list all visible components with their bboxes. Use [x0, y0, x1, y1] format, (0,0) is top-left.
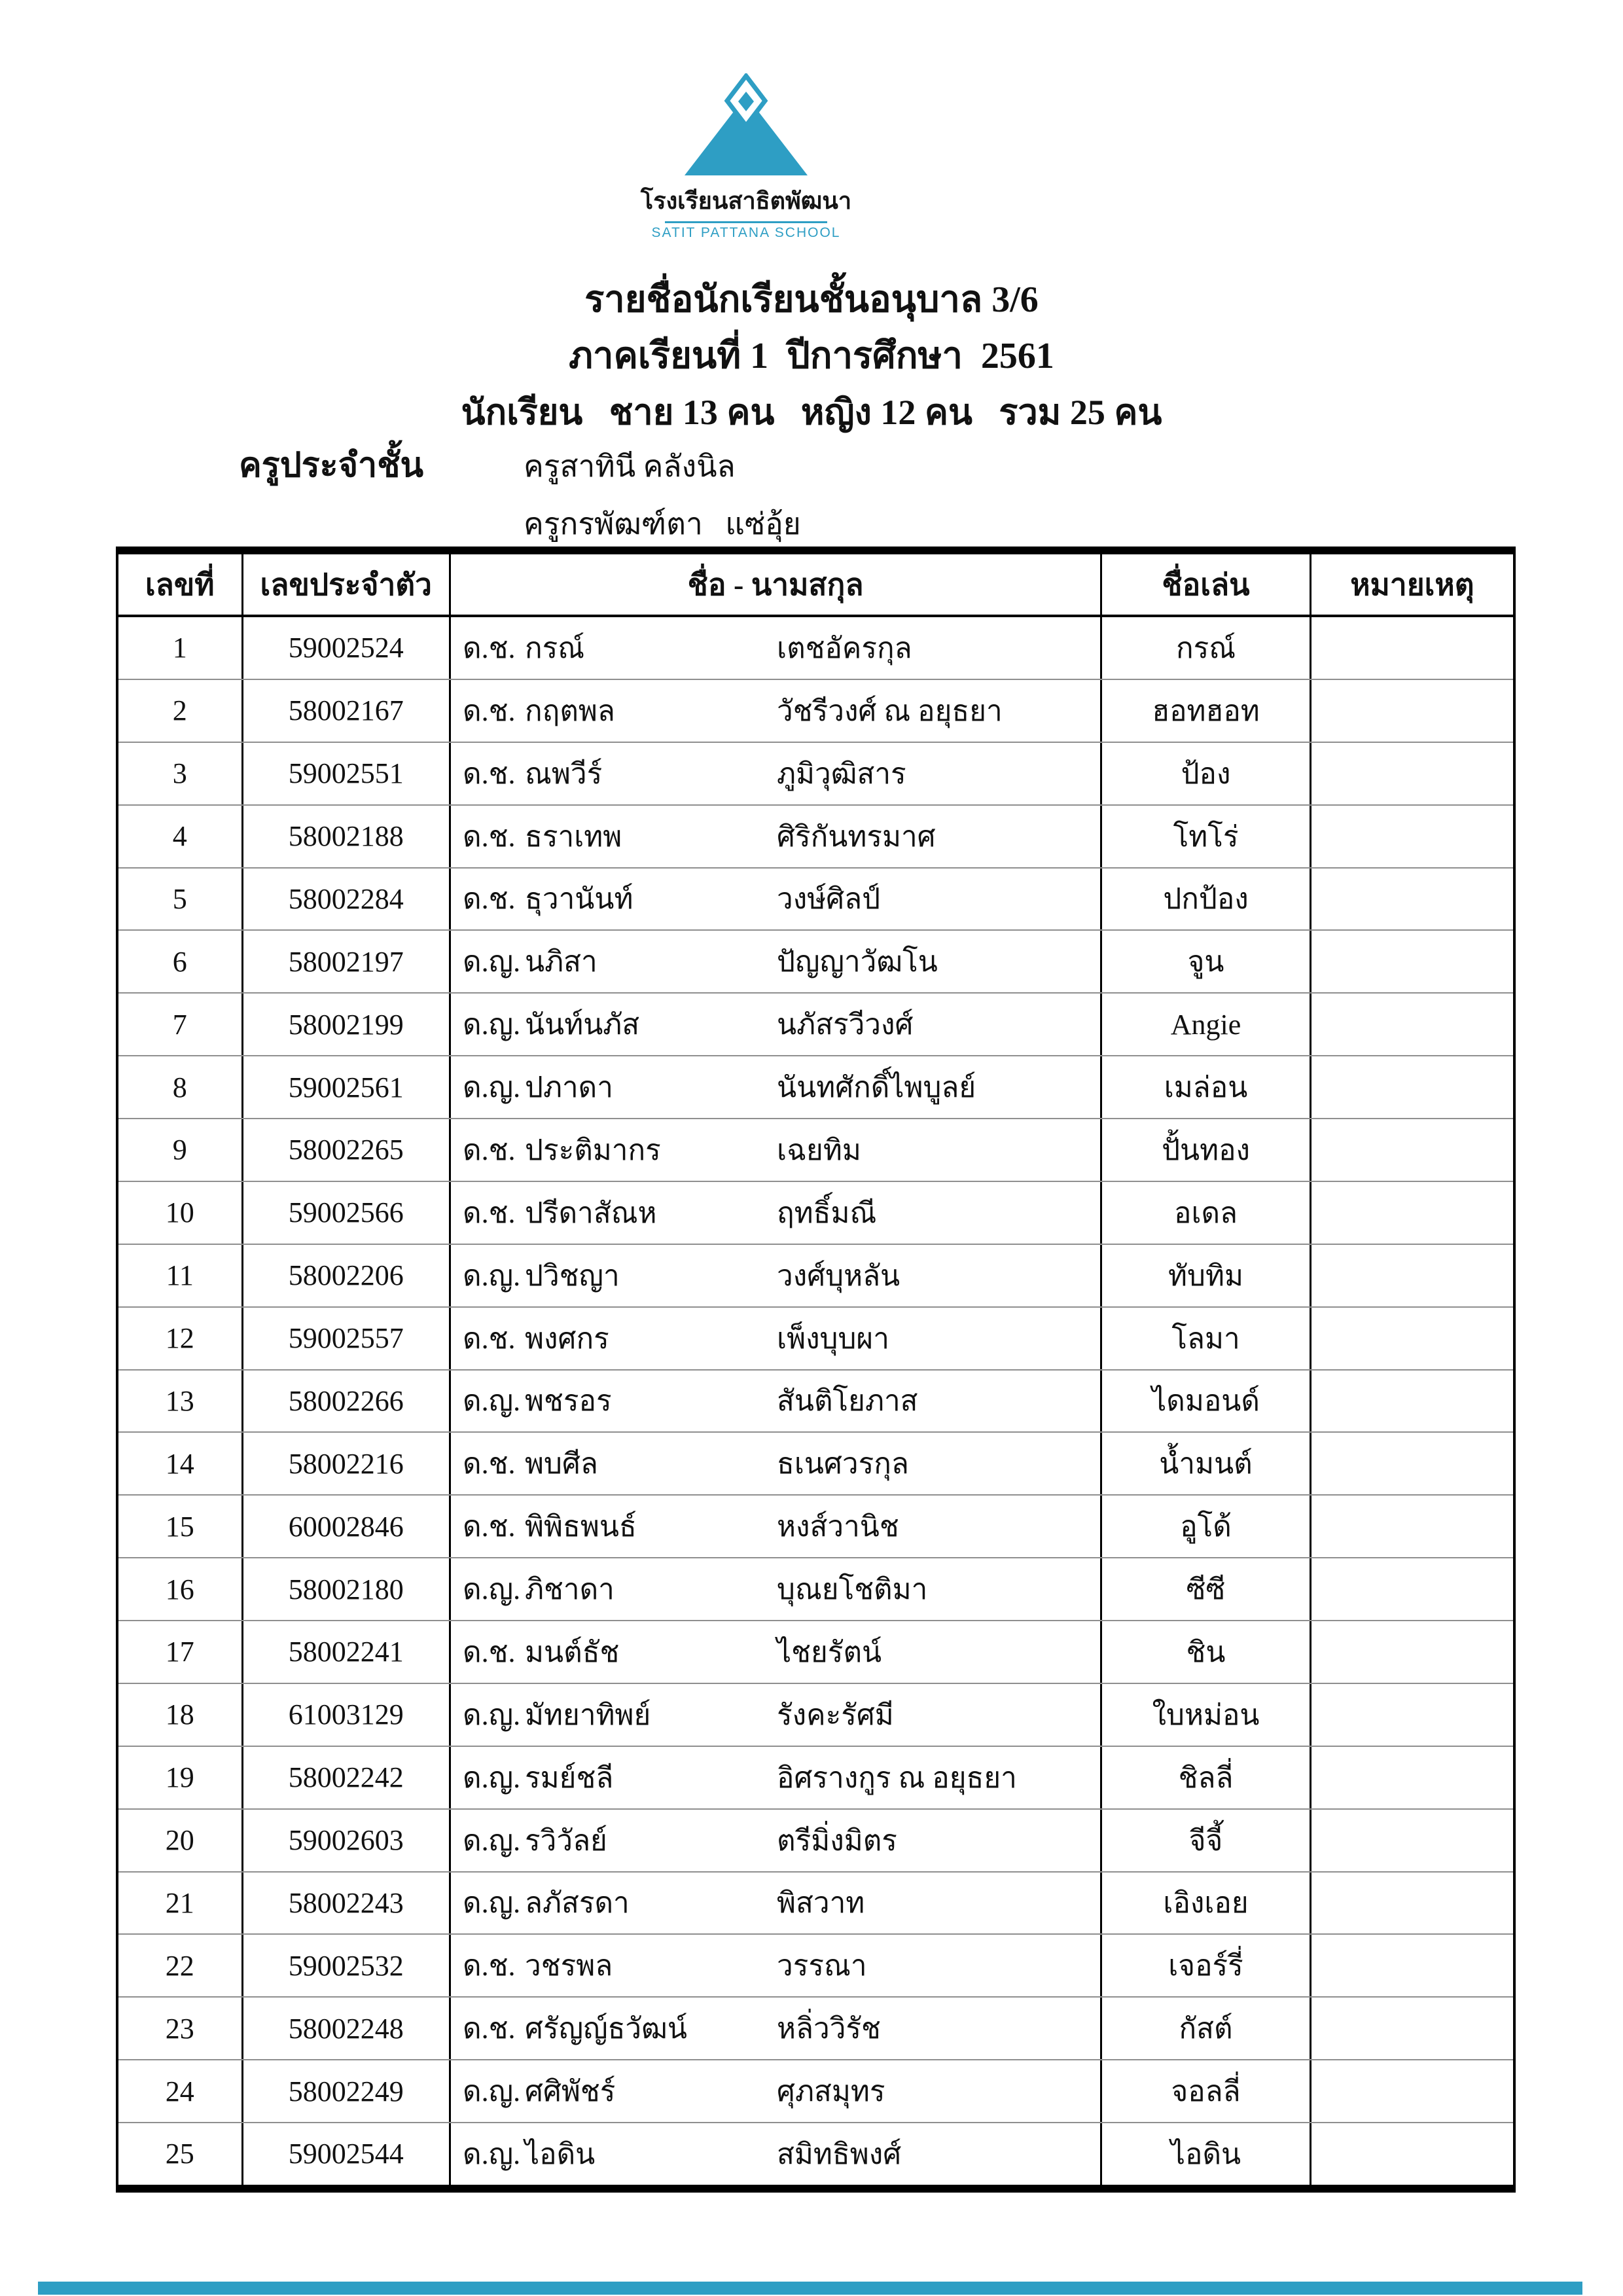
name-cell [449, 1621, 1100, 1683]
row-number-cell: 20 [165, 1824, 194, 1857]
school-name-thai: โรงเรียนสาธิตพัฒนา [640, 187, 852, 214]
first-name: มนต์ธัช [525, 1636, 620, 1668]
row-number-cell: 19 [165, 1761, 194, 1794]
student-id-cell: 58002249 [241, 2060, 450, 2122]
name-prefix: ด.ญ. [463, 1385, 521, 1418]
last-name: หงส์วานิช [777, 1511, 899, 1543]
nickname-cell: เอิงเอย [1100, 1873, 1310, 1934]
first-name: มัทยาทิพย์ [525, 1698, 651, 1731]
last-name: ภูมิวุฒิสาร [777, 757, 906, 790]
name-prefix: ด.ช. [463, 757, 516, 790]
name-cell [449, 1747, 1100, 1808]
table-row [118, 1118, 1513, 1181]
student-id-cell: 58002284 [241, 869, 450, 930]
last-name: เตชอัครกุล [777, 632, 912, 664]
name-cell [449, 680, 1100, 742]
last-name: หลิ่ววิรัช [777, 2013, 881, 2045]
nickname-cell: ปกป้อง [1100, 869, 1310, 930]
row-number-cell: 21 [165, 1886, 194, 1919]
name-cell [449, 1998, 1100, 2059]
name-cell [449, 994, 1100, 1055]
first-name: ลภัสรดา [525, 1887, 630, 1920]
name-prefix: ด.ช. [463, 1448, 516, 1480]
document-title: รายชื่อนักเรียนชั้นอนุบาล 3/6 [584, 279, 1039, 320]
header-row-number: เลขที่ [145, 567, 215, 601]
first-name: กรณ์ [525, 632, 585, 664]
first-name: ปรีดาสัณห [525, 1196, 657, 1229]
name-cell [449, 1371, 1100, 1432]
student-id-cell: 59002544 [241, 2123, 450, 2185]
name-cell [449, 1935, 1100, 1996]
row-number-cell: 15 [165, 1510, 194, 1543]
nickname-cell: ใบหม่อน [1100, 1684, 1310, 1746]
nickname-cell: กรณ์ [1100, 617, 1310, 679]
table-row [118, 2059, 1513, 2122]
note-cell [1310, 1119, 1513, 1181]
table-row [118, 1808, 1513, 1871]
first-name: ภิชาดา [525, 1573, 615, 1606]
name-prefix: ด.ญ. [463, 946, 521, 978]
last-name: วงษ์ศิลป์ [777, 883, 881, 916]
student-id-cell: 58002266 [241, 1371, 450, 1432]
note-cell [1310, 617, 1513, 679]
student-id-cell: 58002241 [241, 1621, 450, 1683]
row-number-cell: 7 [172, 1008, 187, 1041]
first-name: พิพิธพนธ์ [525, 1511, 637, 1543]
nickname-cell: ซีซี [1100, 1558, 1310, 1620]
name-prefix: ด.ช. [463, 1322, 516, 1355]
note-cell [1310, 994, 1513, 1055]
nickname-cell: จูน [1100, 931, 1310, 992]
table-row [118, 1620, 1513, 1683]
last-name: ศุภสมุทร [777, 2075, 885, 2108]
table-row [118, 1055, 1513, 1118]
row-number-cell: 4 [172, 820, 187, 853]
note-cell [1310, 1056, 1513, 1118]
name-cell [449, 1245, 1100, 1306]
nickname-cell: กัสต์ [1100, 1998, 1310, 2059]
student-id-cell: 58002180 [241, 1558, 450, 1620]
nickname-cell: ชิลลี่ [1100, 1747, 1310, 1808]
name-prefix: ด.ญ. [463, 1071, 521, 1104]
name-cell [449, 1119, 1100, 1181]
student-id-cell: 58002206 [241, 1245, 450, 1306]
row-number-cell: 5 [172, 882, 187, 915]
student-count-line: นักเรียน ชาย 13 คน หญิง 12 คน รวม 25 คน [461, 393, 1162, 432]
table-row [118, 1181, 1513, 1244]
row-number-cell: 6 [172, 945, 187, 978]
table-header-row [118, 554, 1513, 617]
header-student-id: เลขประจำตัว [241, 554, 450, 615]
header-note: หมายเหตุ [1310, 554, 1513, 615]
last-name: ปัญญาวัฒโน [777, 946, 938, 978]
first-name: ปภาดา [525, 1071, 613, 1104]
student-id-cell: 58002216 [241, 1433, 450, 1494]
note-cell [1310, 1998, 1513, 2059]
first-name: วชรพล [525, 1950, 613, 1982]
student-id-cell: 59002561 [241, 1056, 450, 1118]
table-row [118, 617, 1513, 679]
row-number-cell: 17 [165, 1636, 194, 1668]
student-table [116, 547, 1516, 2193]
last-name: วรรณา [777, 1950, 867, 1982]
first-name: ธุวานันท์ [525, 883, 633, 916]
name-cell [449, 2123, 1100, 2185]
student-id-cell: 58002197 [241, 931, 450, 992]
first-name: พชรอร [525, 1385, 612, 1418]
name-prefix: ด.ญ. [463, 1761, 521, 1794]
student-id-cell: 60002846 [241, 1496, 450, 1557]
row-number-cell: 11 [166, 1259, 194, 1292]
nickname-cell: ปั้นทอง [1100, 1119, 1310, 1181]
first-name: พบศีล [525, 1448, 598, 1480]
name-prefix: ด.ญ. [463, 1259, 521, 1292]
first-name: ประติมากร [525, 1134, 661, 1166]
first-name: ธราเทพ [525, 820, 622, 853]
name-prefix: ด.ช. [463, 694, 516, 727]
last-name: วงศ์บุหลัน [777, 1259, 901, 1292]
row-number-cell: 24 [165, 2075, 194, 2108]
name-prefix: ด.ช. [463, 2013, 516, 2045]
nickname-cell: โทโร่ [1100, 806, 1310, 867]
nickname-cell: Angie [1100, 994, 1310, 1055]
first-name: ปวิชญา [525, 1259, 620, 1292]
student-id-cell: 58002167 [241, 680, 450, 742]
teacher-name-1: ครูสาทินี คลังนิล [524, 450, 736, 483]
last-name: ไชยรัตน์ [777, 1636, 882, 1668]
student-id-cell: 59002566 [241, 1182, 450, 1244]
last-name: บุณยโชติมา [777, 1573, 928, 1606]
row-number-cell: 8 [172, 1071, 187, 1103]
note-cell [1310, 2123, 1513, 2185]
name-cell [449, 1558, 1100, 1620]
last-name: เพ็งบุบผา [777, 1322, 889, 1355]
semester-line: ภาคเรียนที่ 1 ปีการศึกษา 2561 [569, 336, 1054, 376]
last-name: อิศรางกูร ณ อยุธยา [777, 1761, 1017, 1794]
table-row [118, 1871, 1513, 1934]
name-cell [449, 869, 1100, 930]
student-id-cell: 58002243 [241, 1873, 450, 1934]
note-cell [1310, 931, 1513, 992]
name-prefix: ด.ช. [463, 632, 516, 664]
last-name: ตรีมิ่งมิตร [777, 1824, 897, 1857]
nickname-cell: น้ำมนต์ [1100, 1433, 1310, 1494]
first-name: รวิวัลย์ [525, 1824, 607, 1857]
last-name: สันติโยภาส [777, 1385, 918, 1418]
row-number-cell: 13 [165, 1384, 194, 1417]
note-cell [1310, 1558, 1513, 1620]
nickname-cell: ฮอทฮอท [1100, 680, 1310, 742]
last-name: วัชรีวงศ์ ณ อยุธยา [777, 694, 1003, 727]
name-cell [449, 1810, 1100, 1871]
first-name: กฤตพล [525, 694, 615, 727]
teacher-label: ครูประจำชั้น [239, 447, 424, 484]
nickname-cell: เจอร์รี่ [1100, 1935, 1310, 1996]
name-prefix: ด.ญ. [463, 1698, 521, 1731]
first-name: พงศกร [525, 1322, 609, 1355]
note-cell [1310, 1496, 1513, 1557]
name-prefix: ด.ญ. [463, 1009, 521, 1041]
row-number-cell: 22 [165, 1949, 194, 1982]
row-number-cell: 9 [172, 1134, 187, 1166]
last-name: สมิทธิพงศ์ [777, 2138, 902, 2170]
name-prefix: ด.ช. [463, 1636, 516, 1668]
note-cell [1310, 1747, 1513, 1808]
name-prefix: ด.ช. [463, 1134, 516, 1166]
student-id-cell: 58002199 [241, 994, 450, 1055]
name-prefix: ด.ช. [463, 1511, 516, 1543]
note-cell [1310, 1935, 1513, 1996]
name-cell [449, 1182, 1100, 1244]
nickname-cell: จอลลี่ [1100, 2060, 1310, 2122]
table-row [118, 1933, 1513, 1996]
student-id-cell: 58002188 [241, 806, 450, 867]
nickname-cell: ทับทิม [1100, 1245, 1310, 1306]
note-cell [1310, 1810, 1513, 1871]
table-row [118, 679, 1513, 742]
student-id-cell: 59002557 [241, 1308, 450, 1369]
school-logo-mark-icon [681, 73, 812, 178]
row-number-cell: 10 [165, 1196, 194, 1229]
row-number-cell: 16 [165, 1573, 194, 1605]
footer-accent-bar [38, 2282, 1582, 2295]
name-cell [449, 1433, 1100, 1494]
name-cell [449, 806, 1100, 867]
student-id-cell: 58002248 [241, 1998, 450, 2059]
name-cell [449, 1873, 1100, 1934]
note-cell [1310, 1182, 1513, 1244]
table-row [118, 1996, 1513, 2059]
note-cell [1310, 1371, 1513, 1432]
first-name: นภิสา [525, 946, 597, 978]
note-cell [1310, 743, 1513, 804]
table-row [118, 1746, 1513, 1808]
row-number-cell: 3 [172, 757, 187, 790]
nickname-cell: ป้อง [1100, 743, 1310, 804]
student-id-cell: 59002603 [241, 1810, 450, 1871]
last-name: นันทศักดิ์ไพบูลย์ [777, 1071, 976, 1104]
last-name: ศิริกันทรมาศ [777, 820, 936, 853]
table-row [118, 804, 1513, 867]
note-cell [1310, 869, 1513, 930]
student-id-cell: 58002265 [241, 1119, 450, 1181]
nickname-cell: อเดล [1100, 1182, 1310, 1244]
name-prefix: ด.ญ. [463, 1824, 521, 1857]
note-cell [1310, 806, 1513, 867]
note-cell [1310, 680, 1513, 742]
note-cell [1310, 1684, 1513, 1746]
table-row [118, 1683, 1513, 1746]
student-id-cell: 61003129 [241, 1684, 450, 1746]
name-cell [449, 1308, 1100, 1369]
nickname-cell: ไดมอนด์ [1100, 1371, 1310, 1432]
row-number-cell: 2 [172, 694, 187, 727]
row-number-cell: 18 [165, 1698, 194, 1731]
table-row [118, 1494, 1513, 1557]
name-prefix: ด.ช. [463, 1950, 516, 1982]
table-row [118, 1431, 1513, 1494]
last-name: รังคะรัศมี [777, 1698, 894, 1731]
first-name: นันท์นภัส [525, 1009, 640, 1041]
first-name: ศศิพัชร์ [525, 2075, 616, 2108]
name-prefix: ด.ช. [463, 1196, 516, 1229]
row-number-cell: 23 [165, 2012, 194, 2045]
table-row [118, 2122, 1513, 2185]
student-id-cell: 58002242 [241, 1747, 450, 1808]
row-number-cell: 25 [165, 2138, 194, 2170]
name-cell [449, 931, 1100, 992]
table-row [118, 1557, 1513, 1620]
nickname-cell: จีจี้ [1100, 1810, 1310, 1871]
student-id-cell: 59002532 [241, 1935, 450, 1996]
first-name: ไอดิน [525, 2138, 596, 2170]
table-row [118, 1369, 1513, 1432]
table-row [118, 867, 1513, 930]
row-number-cell: 14 [165, 1447, 194, 1480]
name-prefix: ด.ช. [463, 883, 516, 916]
note-cell [1310, 1308, 1513, 1369]
table-row [118, 1306, 1513, 1369]
row-number-cell: 12 [165, 1322, 194, 1355]
first-name: ณพวีร์ [525, 757, 603, 790]
last-name: นภัสรวีวงศ์ [777, 1009, 914, 1041]
name-cell [449, 1684, 1100, 1746]
header-nickname: ชื่อเล่น [1100, 554, 1310, 615]
name-prefix: ด.ญ. [463, 2138, 521, 2170]
logo-divider [665, 221, 827, 223]
first-name: รมย์ชลี [525, 1761, 614, 1794]
header-name: ชื่อ - นามสกุล [449, 554, 1100, 615]
name-cell [449, 1496, 1100, 1557]
student-id-cell: 59002551 [241, 743, 450, 804]
last-name: พิสวาท [777, 1887, 865, 1920]
table-row [118, 929, 1513, 992]
nickname-cell: เมล่อน [1100, 1056, 1310, 1118]
note-cell [1310, 1245, 1513, 1306]
note-cell [1310, 2060, 1513, 2122]
nickname-cell: อูโด้ [1100, 1496, 1310, 1557]
note-cell [1310, 1873, 1513, 1934]
table-row [118, 1244, 1513, 1306]
last-name: เฉยทิม [777, 1134, 861, 1166]
name-cell [449, 743, 1100, 804]
student-id-cell: 59002524 [241, 617, 450, 679]
name-prefix: ด.ญ. [463, 2075, 521, 2108]
table-row [118, 992, 1513, 1055]
name-prefix: ด.ช. [463, 820, 516, 853]
note-cell [1310, 1621, 1513, 1683]
note-cell [1310, 1433, 1513, 1494]
nickname-cell: โลมา [1100, 1308, 1310, 1369]
nickname-cell: ชิน [1100, 1621, 1310, 1683]
name-prefix: ด.ญ. [463, 1887, 521, 1920]
last-name: ธเนศวรกุล [777, 1448, 909, 1480]
name-prefix: ด.ญ. [463, 1573, 521, 1606]
name-cell [449, 617, 1100, 679]
name-cell [449, 1056, 1100, 1118]
nickname-cell: ไอดิน [1100, 2123, 1310, 2185]
name-cell [449, 2060, 1100, 2122]
table-row [118, 742, 1513, 804]
teacher-name-2: ครูกรพัฒฑ์ตา แซ่อุ้ย [524, 507, 801, 541]
school-logo [640, 73, 852, 241]
first-name: ศรัญญ์ธวัฒน์ [525, 2013, 687, 2045]
school-name-english: SATIT PATTANA SCHOOL [651, 225, 841, 240]
last-name: ฤทธิ์มณี [777, 1196, 877, 1229]
row-number-cell: 1 [172, 632, 187, 664]
